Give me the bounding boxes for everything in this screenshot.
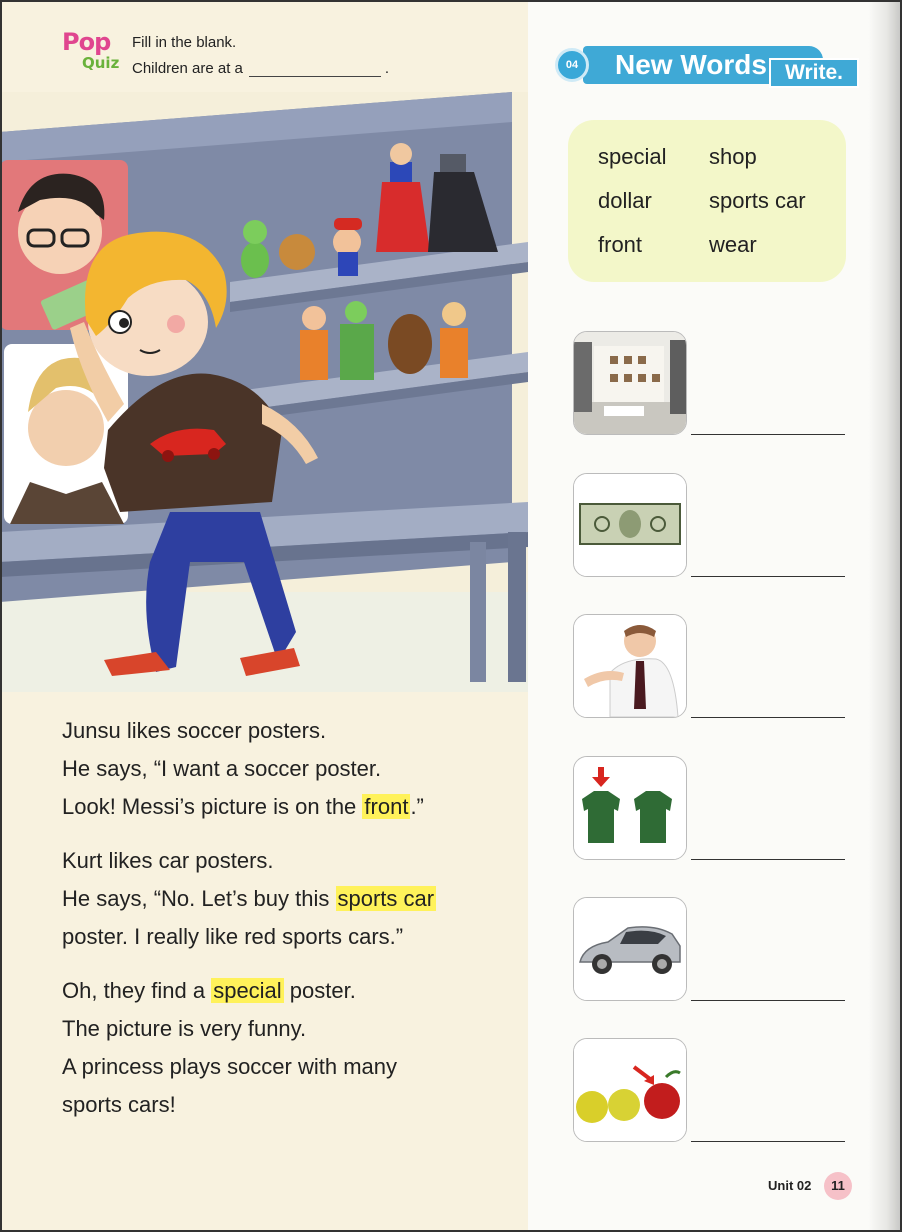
story-text xyxy=(62,712,436,1140)
story-paragraph-2 xyxy=(62,842,436,956)
track-number-badge: 04 xyxy=(555,48,589,82)
story-text-span: poster. xyxy=(283,978,356,1003)
pop-quiz-logo xyxy=(62,28,124,76)
word-front: front xyxy=(598,232,643,257)
story-text-span: .” xyxy=(410,794,424,819)
special-apple-icon xyxy=(573,1038,687,1142)
answer-line[interactable] xyxy=(691,859,845,860)
story-paragraph-3 xyxy=(62,972,436,1124)
story-text-span: Oh, they find a xyxy=(62,978,212,1003)
answer-line[interactable] xyxy=(691,434,845,435)
word-special: special xyxy=(598,144,667,169)
exercise-front xyxy=(573,756,848,860)
story-line: poster. I really like red sports cars.” xyxy=(62,924,404,949)
story-text-span: Look! Messi’s picture is on the xyxy=(62,794,363,819)
story-line: A princess plays soccer with many xyxy=(62,1054,398,1079)
sports-car-photo-icon xyxy=(573,897,687,1001)
shop-illustration xyxy=(0,92,528,692)
story-paragraph-1 xyxy=(62,712,436,826)
wear-tie-photo-icon xyxy=(573,614,687,718)
highlight-front: front xyxy=(364,794,409,819)
unit-label: Unit 02 xyxy=(768,1178,812,1193)
quiz-instruction: Fill in the blank. xyxy=(132,34,237,51)
quiz-blank[interactable] xyxy=(249,62,381,77)
quiz-label: Quiz xyxy=(82,54,120,72)
story-line: sports cars! xyxy=(62,1092,176,1117)
story-line: The picture is very funny. xyxy=(62,1016,307,1041)
exercise-sports-car xyxy=(573,897,848,1001)
story-line xyxy=(62,972,436,1010)
answer-line[interactable] xyxy=(691,1141,845,1142)
exercise-shop xyxy=(573,331,848,435)
answer-line[interactable] xyxy=(691,576,845,577)
exercise-special xyxy=(573,1038,848,1142)
quiz-sentence-start: Children are at a xyxy=(132,60,243,77)
quiz-sentence-end: . xyxy=(384,60,390,77)
exercise-dollar xyxy=(573,473,848,577)
story-line: Kurt likes car posters. xyxy=(62,848,274,873)
shop-photo-icon xyxy=(573,331,687,435)
new-words-title-text: New Words xyxy=(615,49,767,80)
story-line: He says, “I want a soccer poster. xyxy=(62,756,382,781)
front-shirt-icon xyxy=(573,756,687,860)
word-box xyxy=(568,120,846,282)
highlight-sports-car: sports car xyxy=(337,886,435,911)
new-words-header xyxy=(555,42,860,88)
story-line xyxy=(62,788,436,826)
write-label: Write. xyxy=(769,58,859,88)
word-wear: wear xyxy=(709,232,757,257)
story-text-span: He says, “No. Let’s buy this xyxy=(62,886,336,911)
dollar-bill-icon xyxy=(573,473,687,577)
quiz-sentence xyxy=(132,60,389,77)
answer-line[interactable] xyxy=(691,717,845,718)
word-shop: shop xyxy=(709,144,757,169)
highlight-special: special xyxy=(213,978,282,1003)
exercise-wear xyxy=(573,614,848,718)
page-number: 11 xyxy=(824,1172,852,1200)
story-line: Junsu likes soccer posters. xyxy=(62,718,327,743)
word-dollar: dollar xyxy=(598,188,652,213)
answer-line[interactable] xyxy=(691,1000,845,1001)
story-line xyxy=(62,880,436,918)
pop-label: Pop xyxy=(62,28,111,56)
page-gutter-shadow xyxy=(868,0,902,1232)
word-sports-car: sports car xyxy=(709,188,806,213)
